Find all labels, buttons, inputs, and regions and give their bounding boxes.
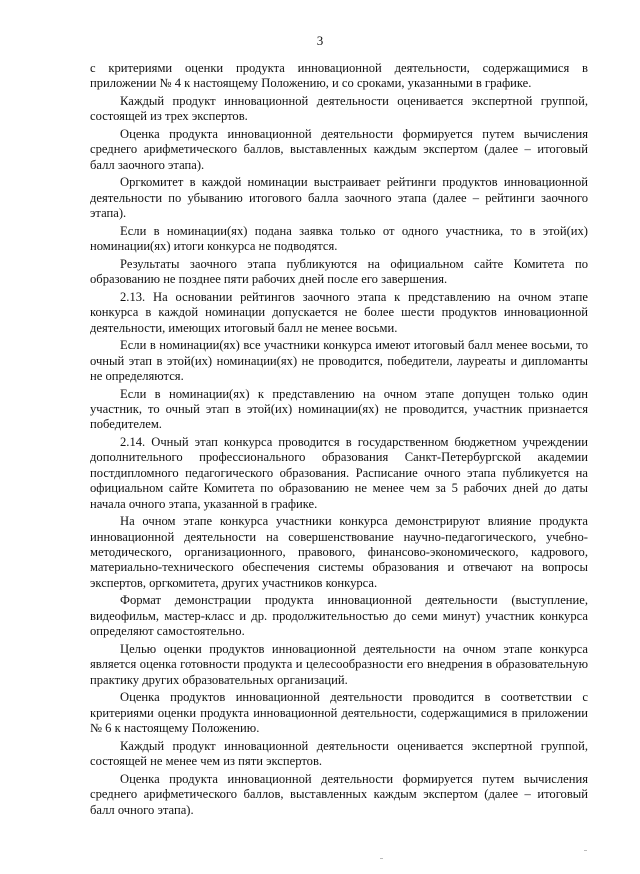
paragraph-demonstration-format: Формат демонстрации продукта инновационной деятельности (выступление, видеофильм, мастер-класс и др. продолжительностью до семи минут) участник конкурса определяют самостоятельно. bbox=[90, 593, 588, 639]
paragraph-in-person-goal: Целью оценки продуктов инновационной деятельности на очном этапе конкурса является оценка готовности продукта и целесообразности его внедрения в образовательную практику других образовательных организаций. bbox=[90, 641, 588, 687]
paragraph-expert-group-correspondence: Каждый продукт инновационной деятельности оценивается экспертной группой, состоящей из трех экспертов. bbox=[90, 94, 588, 124]
paragraph-clause-2-13: 2.13. На основании рейтингов заочного этапа к представлению на очном этапе конкурса в каждой номинации допускается не более шести продуктов инновационной деятельности, имеющих итоговый балл не менее восьми. bbox=[90, 289, 588, 335]
document-body bbox=[90, 61, 588, 820]
paragraph-clause-2-14: 2.14. Очный этап конкурса проводится в государственном бюджетном учреждении дополнительного профессионального образования Санкт-Петербургской академии постдипломного педагогического образования. Расписание очного этапа публикуется на официальном сайте Комитета по образованию не менее чем за 5 рабочих дней до даты начала очного этапа, указанной в графике. bbox=[90, 435, 588, 511]
paragraph-correspondence-results: Результаты заочного этапа публикуются на официальном сайте Комитета по образованию не позднее пяти рабочих дней после его завершения. bbox=[90, 256, 588, 287]
paragraph-correspondence-ratings: Оргкомитет в каждой номинации выстраивает рейтинги продуктов инновационной деятельности по убыванию итогового балла заочного этапа (далее – рейтинги заочного этапа). bbox=[90, 175, 588, 221]
paragraph-single-finalist: Если в номинации(ях) к представлению на очном этапе допущен только один участник, то очный этап в этой(их) номинации(ях) не проводится, участник признается победителем. bbox=[90, 386, 588, 432]
scan-speck bbox=[584, 850, 587, 851]
page-number: 3 bbox=[316, 33, 324, 48]
paragraph-in-person-demonstration: На очном этапе конкурса участники конкурса демонстрируют влияние продукта инновационной деятельности на совершенствование научно-педагогического, учебно-методического, организационного, правового, финансово-экономического, кадрового, материально-технического обеспечения системы образования и отвечают на вопросы экспертов, оргкомитета, других участников конкурса. bbox=[90, 514, 588, 590]
paragraph-correspondence-score: Оценка продукта инновационной деятельности формируется путем вычисления среднего арифметического баллов, выставленных каждым экспертом (далее – итоговый балл заочного этапа). bbox=[90, 127, 588, 172]
paragraph-below-threshold: Если в номинации(ях) все участники конкурса имеют итоговый балл менее восьми, то очный этап в этой(их) номинации(ях) не проводится, победители, лауреаты и дипломанты не определяются. bbox=[90, 338, 588, 384]
paragraph-single-applicant: Если в номинации(ях) подана заявка только от одного участника, то в этой(их) номинации(ях) итоги конкурса не подводятся. bbox=[90, 223, 588, 254]
paragraph-in-person-score: Оценка продукта инновационной деятельности формируется путем вычисления среднего арифметического баллов, выставленных каждым экспертом (далее – итоговый балл очного этапа). bbox=[90, 771, 588, 817]
paragraph-in-person-criteria: Оценка продуктов инновационной деятельности проводится в соответствии с критериями оценки продукта инновационной деятельности, содержащимися в приложении № 6 к настоящему Положению. bbox=[90, 690, 588, 736]
scan-speck bbox=[380, 858, 383, 859]
paragraph-expert-group-in-person: Каждый продукт инновационной деятельности оценивается экспертной группой, состоящей не менее чем из пяти экспертов. bbox=[90, 738, 588, 769]
paragraph-continuation: с критериями оценки продукта инновационной деятельности, содержащимися в приложении № 4 к настоящему Положению, и со сроками, указанными в графике. bbox=[90, 61, 588, 91]
